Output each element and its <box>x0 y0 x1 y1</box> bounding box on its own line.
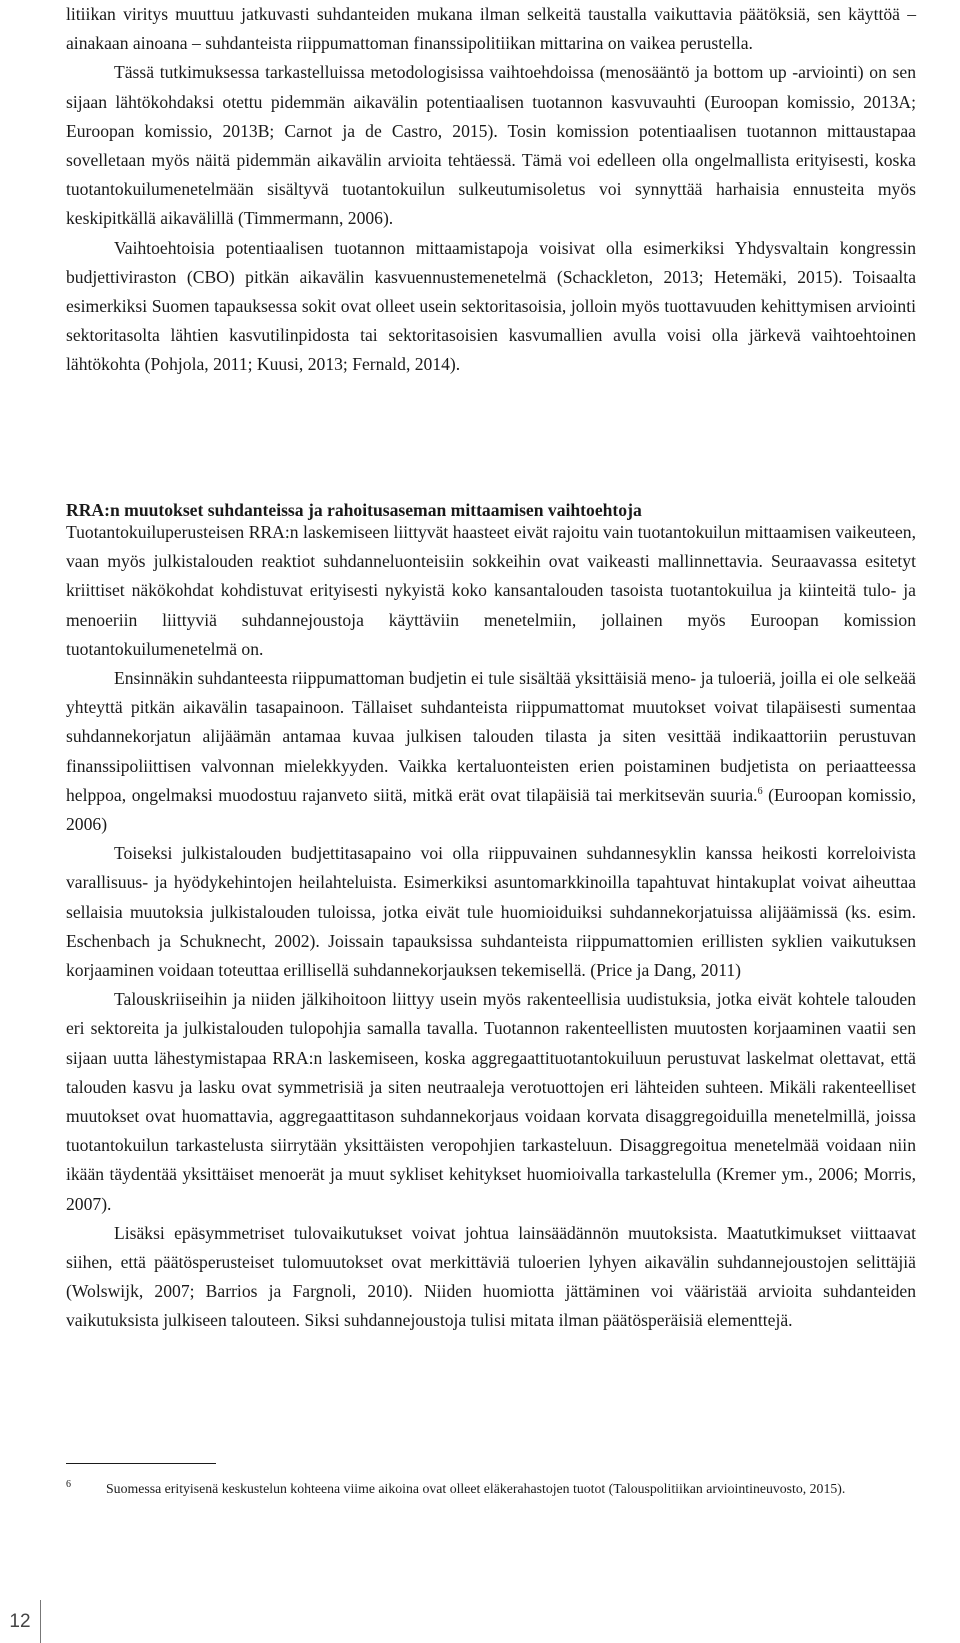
body-text-section <box>66 518 916 1336</box>
footnote: 6 Suomessa erityisenä keskustelun kohteena viime aikoina ovat olleet eläkerahastojen tuotot (Talouspolitiikan arviointineuvosto, 2015). <box>66 1479 846 1496</box>
body-text-top <box>66 0 916 380</box>
section-heading: RRA:n muutokset suhdanteissa ja rahoitusaseman mittaamisen vaihtoehtoja <box>66 500 642 520</box>
page-number-divider <box>40 1600 41 1643</box>
footnote-text: Suomessa erityisenä keskustelun kohteena viime aikoina ovat olleet eläkerahastojen tuotot (Talouspolitiikan arviointineuvosto, 2015). <box>106 1481 846 1496</box>
footnote-reference[interactable]: 6 <box>757 785 763 797</box>
paragraph: Lisäksi epäsymmetriset tulovaikutukset voivat johtua lainsäädännön muutoksista. Maatutkimukset viittaavat siihen, että päätösperusteiset tulomuutokset ovat merkittäviä tuloerien lyhyen aikavälin suhdannejoustojen selittäjiä (Wolswijk, 2007; Barrios ja Fargnoli, 2010). Niiden huomiotta jättäminen voi vääristää arvioita suhdanteiden vaikutuksista julkiseen talouteen. Siksi suhdannejoustoja tulisi mitata ilman päätösperäisiä elementtejä. <box>66 1222 916 1331</box>
paragraph: Tässä tutkimuksessa tarkastelluissa metodologisissa vaihtoehdoissa (menosääntö ja bottom up -arviointi) on sen sijaan lähtökohdaksi otettu pidemmän aikavälin potentiaalisen tuotannon kasvuvauhti (Euroopan komissio, 2013A; Euroopan komissio, 2013B; Carnot ja de Castro, 2015). Tosin komission potentiaalisen tuotannon mittaustapaa sovelletaan myös näitä pidemmän aikavälin arvioita tehtäessä. Tämä voi edelleen olla ongelmallista erityisesti, koska tuotantokuilumenetelmään sisältyvä tuotantokuilun sulkeutumisoletus voi synnyttää harhaisia ennusteita myös keskipitkällä aikavälillä (Timmermann, 2006). <box>66 62 916 229</box>
paragraph: Vaihtoehtoisia potentiaalisen tuotannon mittaamistapoja voisivat olla esimerkiksi Yhdysvaltain kongressin budjettiviraston (CBO) pitkän aikavälin kasvuennustemenetelmä (Schackleton, 2013; Hetemäki, 2015). Toisaalta esimerkiksi Suomen tapauksessa sokit ovat olleet usein sektoritasoisia, jolloin myös tuottavuuden kehittymisen arviointi sektoritasolta lähtien kasvutilinpidosta tai sektoritasoisien kasvumallien avulla voisi olla järkevä vaihtoehtoinen lähtökohta (Pohjola, 2011; Kuusi, 2013; Fernald, 2014). <box>66 237 916 375</box>
paragraph: Toiseksi julkistalouden budjettitasapaino voi olla riippuvainen suhdannesyklin kanssa heikosti korreloivista varallisuus- ja hyödykehintojen heilahteluista. Esimerkiksi asuntomarkkinoilla tapahtuvat hintakuplat voivat aiheuttaa sellaisia muutoksia julkistalouden tuloissa, jotka eivät tule huomioiduiksi suhdannekorjatuissa alijäämissä (ks. esim. Eschenbach ja Schuknecht, 2002). Joissain tapauksissa suhdanteista riippumattomien erillisten syklien vaikutuksen korjaaminen voidaan toteuttaa erillisellä suhdannekorjauksen tekemisellä. (Price ja Dang, 2011) <box>66 843 916 981</box>
paragraph-continued: litiikan viritys muuttuu jatkuvasti suhdanteiden mukana ilman selkeitä taustalla vaikuttavia päätöksiä, sen käyttöä – ainakaan ainoana – suhdanteista riippumattoman finanssipolitiikan mittarina on vaikea perustella. <box>66 4 916 54</box>
paragraph-text-after: (Euroopan komissio, 2006) <box>66 784 916 835</box>
paragraph-text: Ensinnäkin suhdanteesta riippumattoman budjetin ei tule sisältää yksittäisiä meno- ja tuloeriä, joilla ei ole selkeää yhteyttä pitkän aikavälin tasapainoon. Tällaiset suhdanteista riippumattomat muutokset voivat tilapäisesti sumentaa suhdannekorjatun alijäämän antamaa kuvaa julkisen talouden tilasta ja siten vesittää indikaattoriin perustuvan finanssipoliittisen valvonnan mielekkyyden. Vaikka kertaluonteisten erien poistaminen budjetista on periaatteessa helppoa, ongelmaksi muodostuu rajanveto siitä, mitkä erät ovat tilapäisiä tai merkitsevän suuria. <box>66 668 916 805</box>
paragraph-with-footnote <box>66 664 916 839</box>
footnote-divider <box>66 1463 216 1464</box>
paragraph: Tuotantokuiluperusteisen RRA:n laskemiseen liittyvät haasteet eivät rajoitu vain tuotantokuilun mittaamisen vaikeuteen, vaan myös julkistalouden reaktiot suhdanneluonteisiin sokkeihin ovat vaikeasti mallinnettavia. Seuraavassa esitetyt kriittiset näkökohdat kohdistuvat erityisesti nykyistä koko kansantalouden tasoista tuotantokuilua ja kiinteitä tulo- ja menoeriin liittyviä suhdannejoustoja käyttäviin menetelmiin, jollainen myös Euroopan komission tuotantokuilumenetelmä on. <box>66 522 916 659</box>
paragraph: Talouskriiseihin ja niiden jälkihoitoon liittyy usein myös rakenteellisia uudistuksia, jotka eivät kohtele talouden eri sektoreita ja julkistalouden tulopohjia samalla tavalla. Tuotannon rakenteellisten muutosten korjaaminen vaatii sen sijaan uutta lähestymistapaa RRA:n laskemiseen, koska aggregaattituotantokuiluun perustuvat laskelmat olettavat, että talouden kasvu ja lasku ovat symmetrisiä ja siten neutraaleja verotuottojen eri lähteiden suhteen. Mikäli rakenteelliset muutokset ovat huomattavia, aggregaattitason suhdannekorjaus voidaan korvata disaggregoiduilla menetelmillä, joissa tuotantokuilun tarkastelusta siirrytään yksittäisten veropohjien tarkasteluun. Disaggregoitua menetelmää voidaan niin ikään täydentää yksittäiset menoerät ja muut sykliset kehitykset huomioivalla tarkastelulla (Kremer ym., 2006; Morris, 2007). <box>66 989 916 1214</box>
page-number: 12 <box>9 1611 31 1632</box>
